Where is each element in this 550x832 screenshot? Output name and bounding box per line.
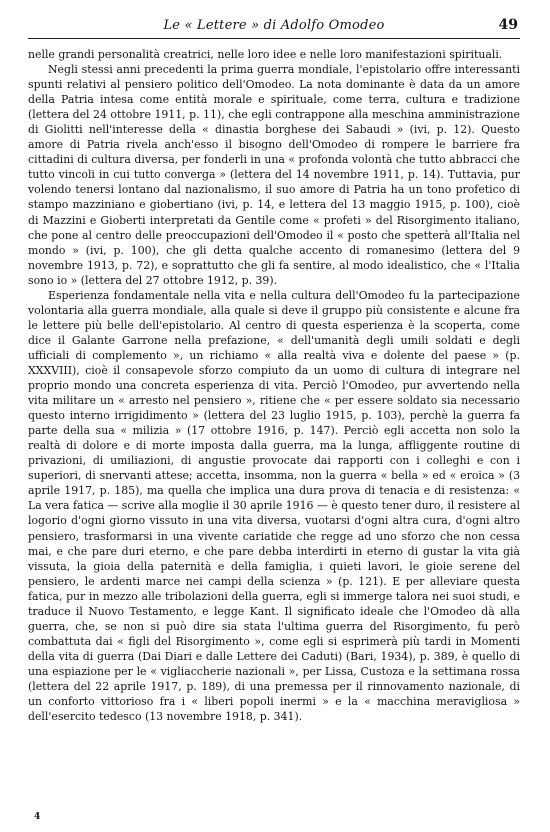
page	[28, 14, 520, 724]
running-title: Le « Lettere » di Adolfo Omodeo	[163, 18, 385, 33]
body-text	[28, 47, 520, 724]
signature-mark: 4	[34, 812, 41, 822]
paragraph-continued: nelle grandi personalità creatrici, nelle loro idee e nelle loro manifestazioni spirituali.	[28, 48, 503, 61]
page-number: 49	[498, 17, 518, 33]
paragraph-political-thought: Negli stessi anni precedenti la prima guerra mondiale, l'epistolario offre interessanti spunti relativi al pensiero politico dell'Omodeo. La nota dominante è data da un amore della Patria intesa come entità morale e spirituale, come terra, cultura e tradizione (lettera del 24 ottobre 1911, p. 11), che egli contrappone alla meschina amministrazione di Giolitti nell'interesse della « dinastia borghese dei Sabaudi » (ivi, p. 12). Questo amore di Patria rivela anch'esso il bisogno dell'Omodeo di rompere le barriere fra cittadini di cultura diversa, per fonderli in una « profonda volontà che tutto abbracci che tutto vincoli in cui tutto converga » (lettera del 14 novembre 1911, p. 14). Tuttavia, pur volendo tenersi lontano dal nazionalismo, il suo amore di Patria ha un tono profetico di stampo mazziniano e giobertiano (ivi, p. 14, e lettera del 13 maggio 1915, p. 100), cioè di Mazzini e Gioberti interpretati da Gentile come « profeti » del Risorgimento italiano, che pone al centro delle preoccupazioni dell'Omodeo il « posto che spetterà all'Italia nel mondo » (ivi, p. 100), che gli detta qualche accento di romanesimo (lettera del 9 novembre 1913, p. 72), e soprattutto che gli fa sentire, al modo idealistico, che « l'Italia sono io » (lettera del 27 ottobre 1912, p. 39).	[28, 63, 520, 287]
paragraph-war-experience: Esperienza fondamentale nella vita e nella cultura dell'Omodeo fu la partecipazione volontaria alla guerra mondiale, alla quale si deve il gruppo più consistente e alcune fra le lettere più belle dell'epistolario. Al centro di questa esperienza è la scoperta, come dice il Galante Garrone nella prefazione, « dell'umanità degli umili soldati e degli ufficiali di complemento », un richiamo « alla realtà viva e dolente del paese » (p. XXXVIII), cioè il consapevole sforzo compiuto da un uomo di cultura di integrare nel proprio mondo una concreta esperienza di vita. Perciò l'Omodeo, pur avvertendo nella vita militare un « arresto nel pensiero », ritiene che « per essere soldato sia necessario questo interno irrigidimento » (lettera del 23 luglio 1915, p. 103), perchè la guerra fa parte della sua « milizia » (17 ottobre 1916, p. 147). Perciò egli accetta non solo la realtà di dolore e di morte imposta dalla guerra, ma la lunga, affliggente routine di privazioni, di umiliazioni, di angustie provocate dai rapporti con i colleghi e con i superiori, di snervanti attese; accetta, insomma, non la guerra « bella » ed « eroica » (3 aprile 1917, p. 185), ma quella che implica una dura prova di tenacia e di resistenza: « La vera fatica — scrive alla moglie il 30 aprile 1916 — è questo tener duro, il resistere al logorio d'ogni giorno vissuto in una vita diversa, vuotarsi d'ogni altra cura, d'ogni altro pensiero, trasformarsi in una vivente cariatide che regge ad uno sforzo che non cessa mai, e che pare duri eterno, e che pare debba interdirti in eterno di gustar la vita già vissuta, la gioia della paternità e della famiglia, i quieti lavori, le gioie serene del pensiero, le ardenti marce nei campi della scienza » (p. 121). E per alleviare questa fatica, pur in mezzo alle tribolazioni della guerra, egli si immerge talora nei suoi studi, e traduce il Nuovo Testamento, e legge Kant. Il significato ideale che l'Omodeo dà alla guerra, che, se non si può dire sia stata l'ultima guerra del Risorgimento, fu però combattuta dai « figli del Risorgimento », come egli si esprimerà più tardi in Momenti della vita di guerra (Dai Diari e dalle Lettere dei Caduti) (Bari, 1934), p. 389, è quello di una espiazione per le « vigliaccherie nazionali », per Lissa, Custoza e la settimana rossa (lettera del 22 aprile 1917, p. 189), di una premessa per il rinnovamento nazionale, di un conforto vittorioso fra i « liberi popoli inermi » e la « macchina meravigliosa » dell'esercito tedesco (13 novembre 1918, p. 341).	[28, 288, 520, 724]
running-header	[28, 14, 520, 39]
